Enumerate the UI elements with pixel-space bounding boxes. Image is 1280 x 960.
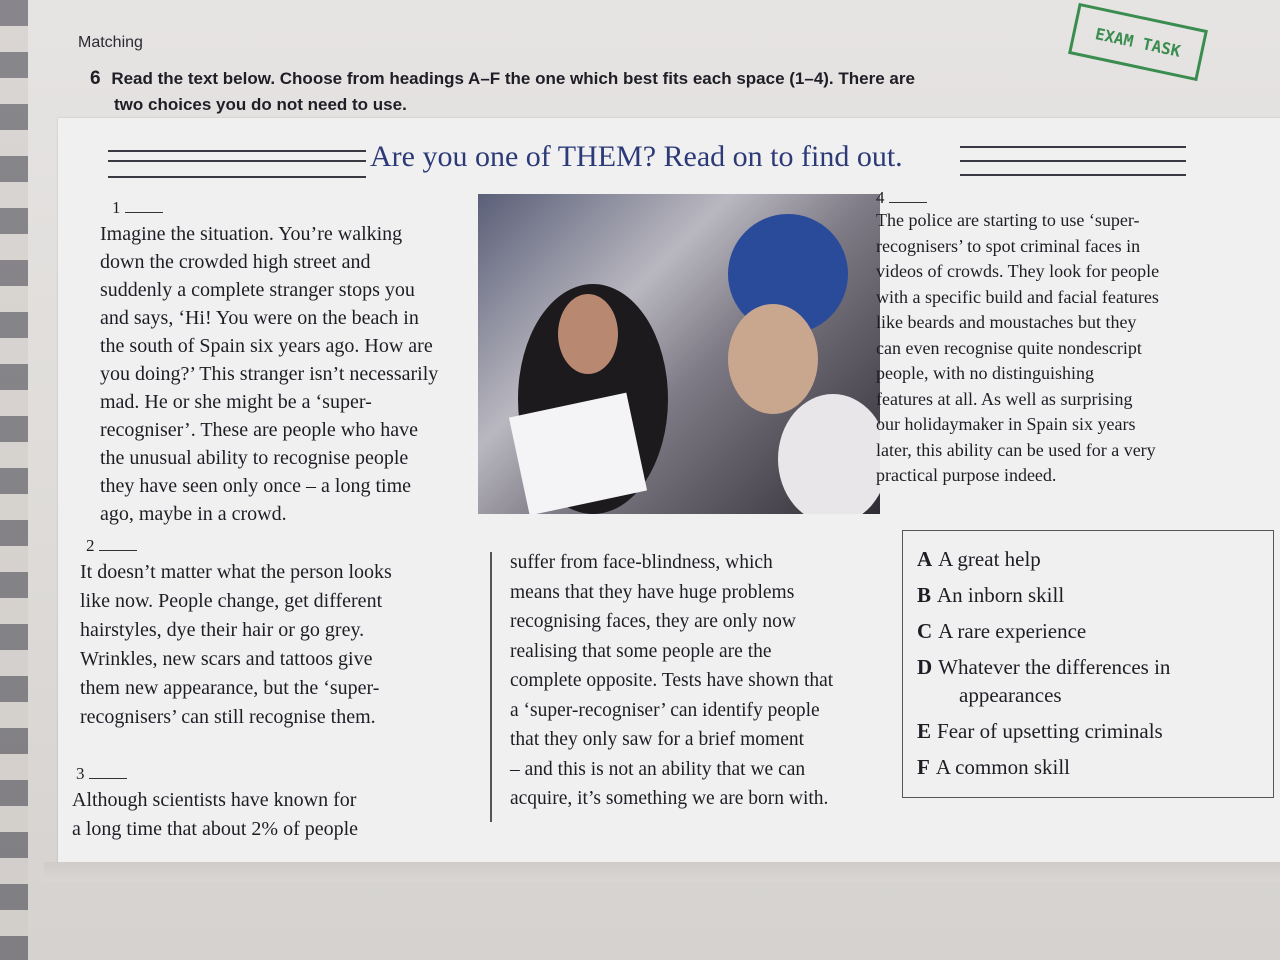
p2-line: hairstyles, dye their hair or go grey. bbox=[80, 619, 365, 641]
heading-text: A common skill bbox=[935, 755, 1071, 779]
headline-rule-right-top bbox=[960, 146, 1186, 148]
paragraph-3-label: 3 bbox=[76, 764, 85, 783]
p2-line: like now. People change, get different bbox=[80, 590, 383, 612]
heading-text: A rare experience bbox=[938, 619, 1087, 643]
heading-option-d[interactable] bbox=[917, 655, 1170, 680]
p2-line: them new appearance, but the ‘super- bbox=[80, 677, 380, 699]
p1-line: recogniser’. These are people who have bbox=[100, 419, 419, 441]
p3-cont-line: means that they have huge problems bbox=[510, 581, 795, 603]
p3-cont-line: acquire, it’s something we are born with. bbox=[510, 788, 829, 809]
answer-blank-4[interactable] bbox=[889, 202, 927, 203]
answer-blank-1[interactable] bbox=[125, 212, 163, 213]
section-label: Matching bbox=[78, 34, 143, 51]
p2-line: It doesn’t matter what the person looks bbox=[80, 561, 392, 583]
p1-line: down the crowded high street and bbox=[100, 251, 371, 273]
task-line-1: Read the text below. Choose from headings A–F the one which best fits each space (1–4). There are bbox=[111, 69, 915, 88]
heading-option-d-continued: appearances bbox=[959, 683, 1062, 707]
paragraph-2-label: 2 bbox=[86, 536, 95, 555]
paragraph-4-label: 4 bbox=[876, 188, 885, 207]
p4-line: recognisers’ to spot criminal faces in bbox=[876, 235, 1141, 256]
headline-rule-left-mid bbox=[108, 160, 366, 162]
heading-letter: A bbox=[917, 547, 933, 571]
p4-line: like beards and moustaches but they bbox=[876, 312, 1137, 332]
p3-cont-line: complete opposite. Tests have shown that bbox=[510, 670, 834, 691]
p1-line: the south of Spain six years ago. How are bbox=[100, 335, 433, 357]
heading-letter: F bbox=[917, 755, 930, 779]
heading-letter: C bbox=[917, 619, 933, 643]
p3-line: Although scientists have known for bbox=[72, 789, 357, 811]
p4-line: can even recognise quite nondescript bbox=[876, 337, 1142, 358]
p3-cont-line: realising that some people are the bbox=[510, 640, 772, 662]
paragraph-3-continuation bbox=[510, 548, 894, 814]
answer-blank-2[interactable] bbox=[99, 550, 137, 551]
p4-line: with a specific build and facial features bbox=[876, 286, 1159, 307]
answer-blank-3[interactable] bbox=[89, 778, 127, 779]
paragraph-4-number bbox=[876, 188, 927, 208]
p3-cont-line: suffer from face-blindness, which bbox=[510, 552, 773, 573]
p4-line: videos of crowds. They look for people bbox=[876, 261, 1160, 281]
heading-option-e[interactable] bbox=[917, 719, 1163, 744]
p3-line: a long time that about 2% of people bbox=[72, 818, 359, 840]
paragraph-1-number bbox=[112, 198, 163, 218]
heading-option-b[interactable] bbox=[917, 583, 1064, 608]
p1-line: the unusual ability to recognise people bbox=[100, 447, 409, 469]
crowd-photo bbox=[478, 194, 880, 514]
task-number: 6 bbox=[90, 68, 101, 89]
p4-line: later, this ability can be used for a very bbox=[876, 439, 1156, 460]
headline-rule-right-mid bbox=[960, 160, 1186, 162]
heading-letter: E bbox=[917, 719, 932, 743]
task-instructions bbox=[90, 66, 1070, 118]
headline-rule-left-top bbox=[108, 150, 366, 152]
heading-text: Fear of upsetting criminals bbox=[937, 719, 1163, 743]
p4-line: The police are starting to use ‘super- bbox=[876, 210, 1140, 230]
p4-line: features at all. As well as surprising bbox=[876, 388, 1133, 409]
paragraph-2-number bbox=[86, 536, 137, 556]
p3-cont-line: – and this is not an ability that we can bbox=[510, 758, 806, 780]
paragraph-2-text bbox=[80, 558, 480, 732]
heading-text: Whatever the differences in bbox=[938, 655, 1171, 679]
task-line-2: two choices you do not need to use. bbox=[114, 95, 407, 114]
p1-line: ago, maybe in a crowd. bbox=[100, 503, 287, 525]
article-headline: Are you one of THEM? Read on to find out. bbox=[366, 140, 907, 174]
paragraph-3-text bbox=[72, 786, 482, 844]
paragraph-1-text bbox=[100, 220, 472, 528]
p1-line: they have seen only once – a long time bbox=[100, 475, 412, 497]
p3-cont-line: that they only saw for a brief moment bbox=[510, 729, 805, 750]
paragraph-4-text bbox=[876, 208, 1256, 489]
photo-figure-man bbox=[728, 304, 818, 414]
heading-text: A great help bbox=[938, 547, 1041, 571]
p1-line: you doing?’ This stranger isn’t necessarily bbox=[100, 363, 439, 385]
binder-edge bbox=[0, 0, 28, 960]
p3-cont-line: a ‘super-recogniser’ can identify people bbox=[510, 699, 820, 721]
heading-option-a[interactable] bbox=[917, 547, 1041, 572]
paragraph-1-label: 1 bbox=[112, 198, 121, 217]
heading-letter: B bbox=[917, 583, 932, 607]
p1-line: suddenly a complete stranger stops you bbox=[100, 279, 415, 301]
headline-rule-right-bottom bbox=[960, 174, 1186, 176]
p4-line: people, with no distinguishing bbox=[876, 363, 1094, 383]
headings-box bbox=[902, 530, 1274, 798]
heading-option-c[interactable] bbox=[917, 619, 1086, 644]
headline-rule-left-bottom bbox=[108, 176, 366, 178]
heading-text: An inborn skill bbox=[937, 583, 1065, 607]
exam-task-stamp: EXAM TASK bbox=[1068, 3, 1208, 81]
p1-line: Imagine the situation. You’re walking bbox=[100, 223, 403, 245]
column-divider bbox=[490, 552, 492, 822]
p2-line: Wrinkles, new scars and tattoos give bbox=[80, 648, 373, 670]
p4-line: our holidaymaker in Spain six years bbox=[876, 414, 1136, 434]
p4-line: practical purpose indeed. bbox=[876, 465, 1057, 485]
photo-face bbox=[558, 294, 618, 374]
torn-page-edge bbox=[44, 862, 1280, 882]
p3-cont-line: recognising faces, they are only now bbox=[510, 611, 796, 632]
paragraph-3-number bbox=[76, 764, 127, 784]
heading-option-f[interactable] bbox=[917, 755, 1070, 780]
heading-letter: D bbox=[917, 655, 933, 679]
p1-line: mad. He or she might be a ‘super- bbox=[100, 391, 372, 413]
p1-line: and says, ‘Hi! You were on the beach in bbox=[100, 307, 419, 329]
photo-figure-white bbox=[778, 394, 880, 514]
p2-line: recognisers’ can still recognise them. bbox=[80, 706, 376, 728]
